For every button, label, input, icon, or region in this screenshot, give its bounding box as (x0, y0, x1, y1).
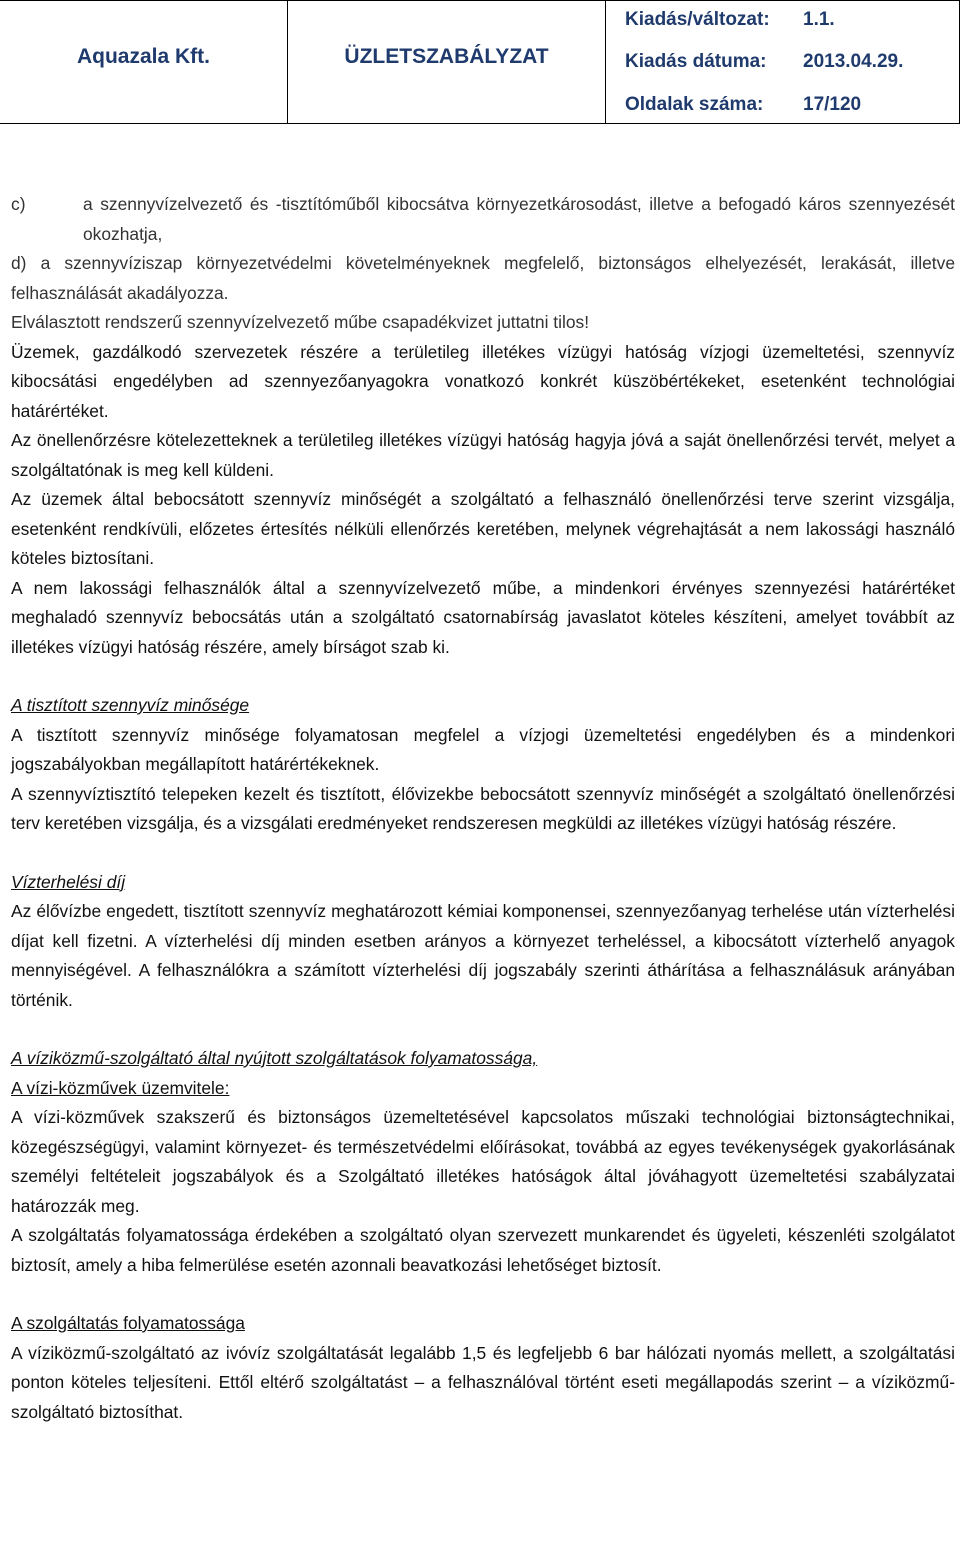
section-heading: Vízterhelési díj (11, 871, 126, 892)
date-value: 2013.04.29. (803, 51, 904, 72)
company-name: Aquazala Kft. (76, 45, 210, 68)
paragraph: A szolgáltatás folyamatossága érdekében a szolgáltató olyan szervezett munkarendet és ügyeleti, készenléti szolgálatot biztosít, amely a hiba felmerülése esetén azonnali beavatkozási lehetőséget biztosít. (11, 1225, 955, 1275)
paragraph: A vízi-közművek szakszerű és biztonságos üzemeltetésével kapcsolatos műszaki technológiai biztonságtechnikai, közegészségügyi, valamint környezet- és természetvédelmi előírásokat, továbbá az egyes tevékenységek gyakorlásának személyi feltételeit jogszabályok és a Szolgáltató illetékes hatóságok által jóváhagyott üzemeltetési szabályzatai határozzák meg. (11, 1107, 955, 1216)
header-title-cell (288, 0, 606, 124)
section-heading: A tisztított szennyvíz minősége (11, 695, 250, 715)
header-company-cell (0, 0, 288, 124)
paragraph: A nem lakossági felhasználók által a szennyvízelvezető műbe, a mindenkori érvényes szennyezési határértéket meghaladó szennyvíz bebocsátás után a szolgáltató csatornabírság javaslatot köteles készíteni, amelyet továbbít az illetékes vízügyi hatóság részére, amely bírságot szab ki. (11, 577, 955, 657)
edition-label: Kiadás/változat: (625, 9, 770, 30)
document-header (0, 0, 960, 124)
paragraph: A tisztított szennyvíz minősége folyamatosan megfelel a vízjogi üzemeltetési engedélyben és a mindenkori jogszabályokban megállapított határértékeknek. (11, 724, 955, 774)
date-label: Kiadás dátuma: (625, 51, 767, 72)
edition-value: 1.1. (803, 9, 835, 30)
pages-value: 17/120 (803, 94, 862, 115)
list-item-c-text: a szennyvízelvezető és -tisztítóműből kibocsátva környezetkárosodást, illetve a befogadó káros szennyezését okozhatja, (83, 194, 955, 244)
section-heading: A víziközmű-szolgáltató által nyújtott szolgáltatások folyamatossága, (11, 1048, 538, 1068)
document-title: ÜZLETSZABÁLYZAT (344, 45, 549, 68)
paragraph: A víziközmű-szolgáltató az ivóvíz szolgáltatását legalább 1,5 és legfeljebb 6 bar hálózati nyomás mellett, a szolgáltatási ponton köteles teljesíteni. Ettől eltérő szolgáltatást – a felhasználóval történt eseti megállapodás szerint – a víziközmű-szolgáltató biztosíthat. (11, 1342, 955, 1422)
section-heading: A szolgáltatás folyamatossága (11, 1313, 245, 1333)
pages-label: Oldalak száma: (625, 94, 764, 115)
paragraph: Az üzemek által bebocsátott szennyvíz minőségét a szolgáltató a felhasználó önellenőrzési terve szerint vizsgálja, esetenként rendkívüli, előzetes értesítés nélküli ellenőrzés keretében, melynek végrehajtását a nem lakossági használó köteles biztosítani. (11, 489, 955, 568)
list-item-c (11, 190, 955, 249)
list-item-d: d) a szennyvíziszap környezetvédelmi követelményeknek megfelelő, biztonságos elhelyezését, lerakását, illetve felhasználását akadályozza. (11, 253, 955, 303)
list-item-c-label: c) (11, 194, 26, 214)
paragraph: Az önellenőrzésre kötelezetteknek a területileg illetékes vízügyi hatóság hagyja jóvá a saját önellenőrzési tervét, melyet a szolgáltatónak is meg kell küldeni. (11, 430, 955, 480)
document-body (11, 190, 955, 1427)
paragraph: Az élővízbe engedett, tisztított szennyvíz meghatározott kémiai komponensei, szennyezőanyag terhelése után vízterhelési díjat kell fizetni. A vízterhelési díj minden esetben arányos a környezet terheléssel, a kibocsátott vízterhelő anyagok mennyiségével. A felhasználókra a számított vízterhelési díj jogszabály szerinti áthárítása a felhasználásuk arányában történik. (11, 901, 955, 1010)
edition-row (625, 9, 835, 31)
paragraph: Elválasztott rendszerű szennyvízelvezető műbe csapadékvizet juttatni tilos! (11, 312, 590, 332)
pages-row (625, 94, 861, 116)
header-meta-cell (606, 0, 960, 124)
paragraph: Üzemek, gazdálkodó szervezetek részére a területileg illetékes vízügyi hatóság vízjogi üzemeltetési, szennyvíz kibocsátási engedélyben ad szennyezőanyagokra vonatkozó konkrét küszöbértékeket, esetenként technológiai határértéket. (11, 341, 955, 421)
section-subheading: A vízi-közművek üzemvitele: (11, 1077, 230, 1098)
paragraph: A szennyvíztisztító telepeken kezelt és tisztított, élővizekbe bebocsátott szennyvíz minőségét a szolgáltató önellenőrzési terv keretében vizsgálja, és a vizsgálati eredményeket rendszeresen megküldi az illetékes vízügyi hatóság részére. (11, 783, 955, 833)
date-row (625, 51, 903, 73)
